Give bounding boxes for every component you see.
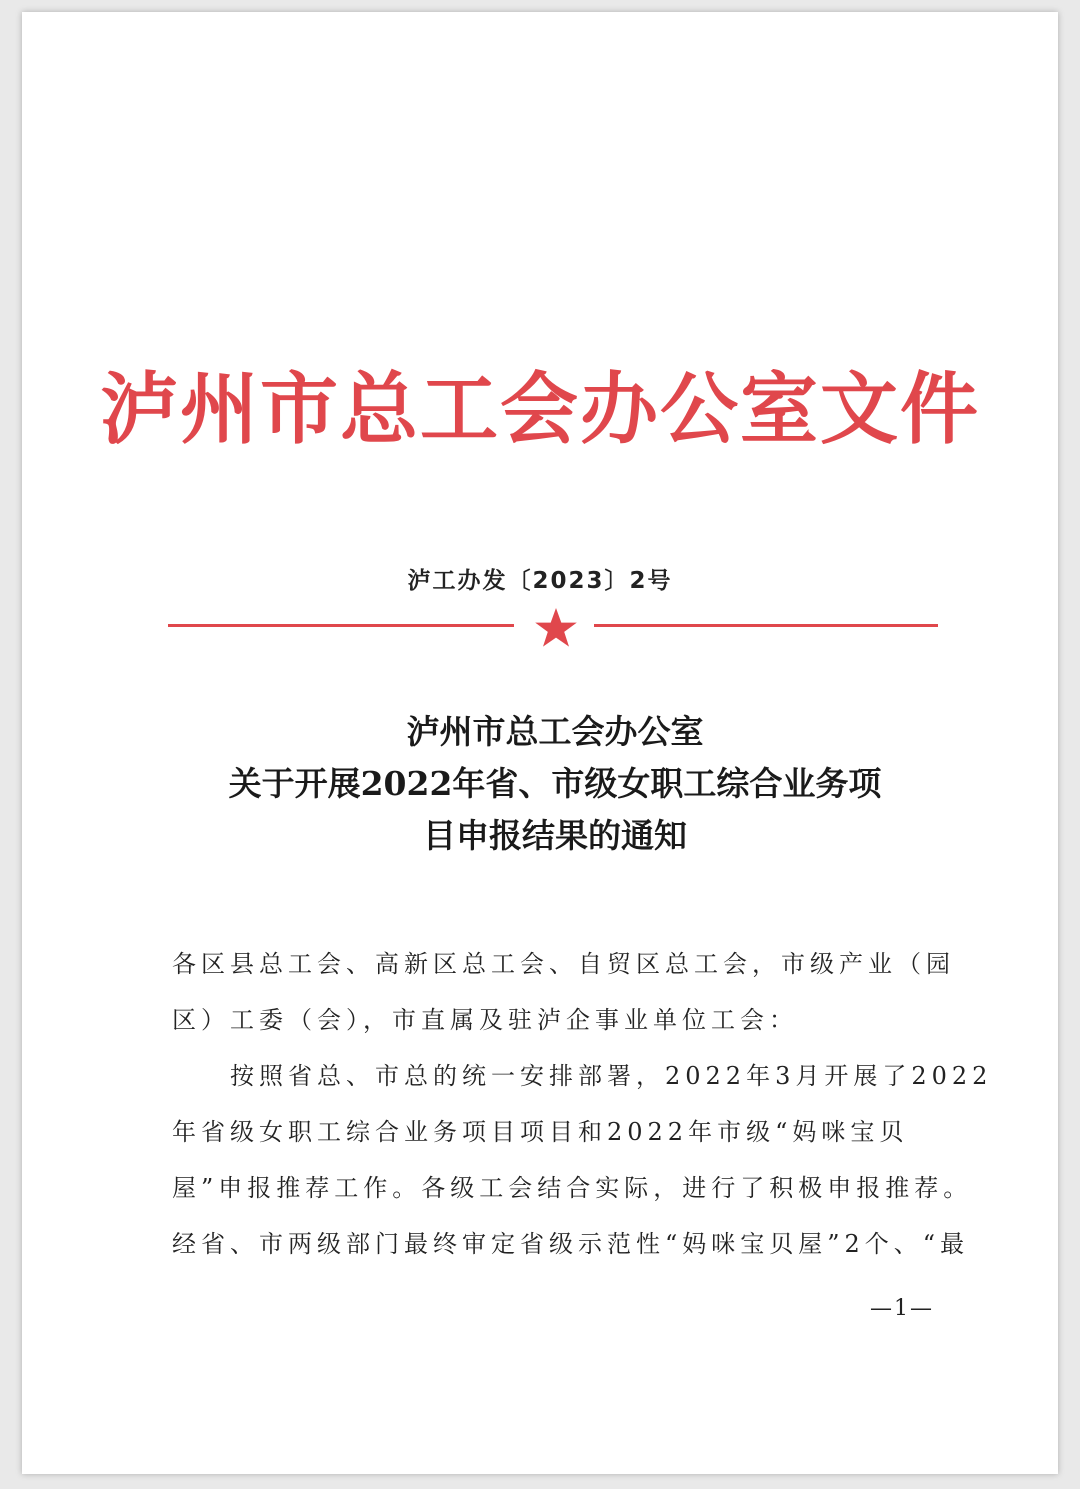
body-line: 屋”申报推荐工作。各级工会结合实际，进行了积极申报推荐。	[172, 1174, 973, 1202]
body-line: 按照省总、市总的统一安排部署，2022年3月开展了2022	[230, 1062, 993, 1090]
red-star-icon	[534, 606, 578, 650]
notice-title	[0, 706, 1080, 862]
body-line: 年省级女职工综合业务项目项目和2022年市级“妈咪宝贝	[172, 1118, 909, 1146]
notice-title-line: 泸州市总工会办公室	[406, 712, 704, 751]
notice-body	[172, 936, 993, 1272]
notice-title-line: 关于开展2022年省、市级女职工综合业务项	[228, 764, 882, 803]
page-number: —1—	[870, 1296, 934, 1321]
body-line: 经省、市两级部门最终审定省级示范性“妈咪宝贝屋”2个、“最	[172, 1230, 970, 1258]
body-line: 各区县总工会、高新区总工会、自贸区总工会，市级产业（园	[172, 950, 955, 978]
red-divider-left	[168, 624, 514, 627]
issuer-header: 泸州市总工会办公室文件	[99, 364, 980, 455]
body-line: 区）工委（会），市直属及驻泸企事业单位工会：	[172, 1006, 798, 1034]
document-number: 泸工办发〔2023〕2号	[407, 568, 673, 594]
notice-title-line: 目申报结果的通知	[423, 816, 687, 855]
red-divider-right	[594, 624, 938, 627]
